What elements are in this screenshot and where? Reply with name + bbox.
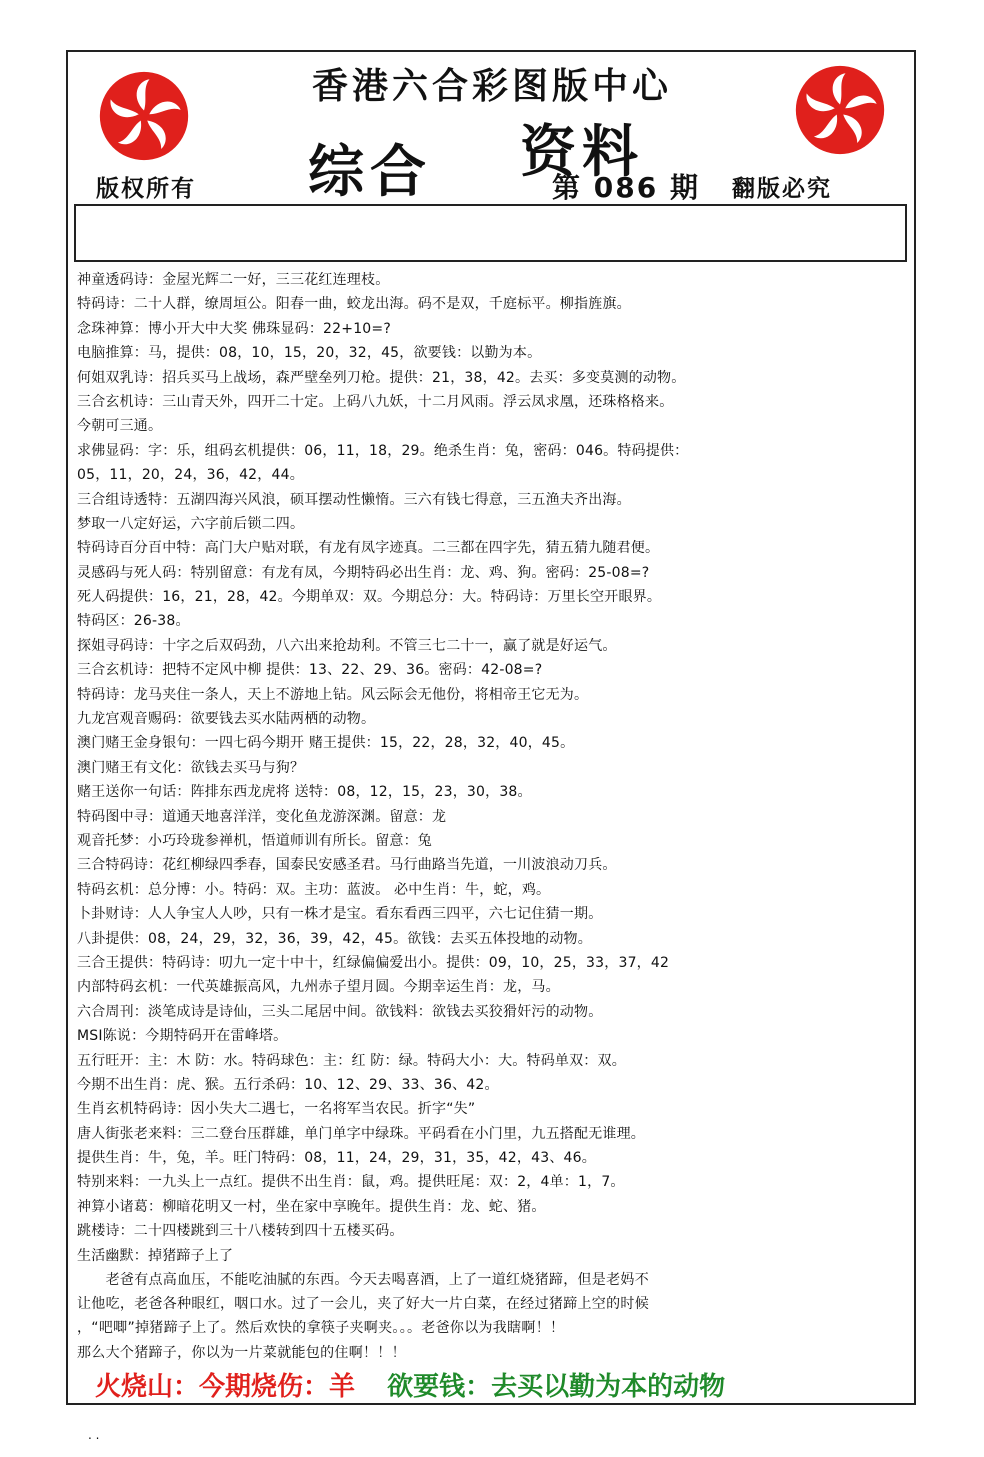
bottom-dots: . . bbox=[88, 1428, 100, 1442]
content-line: 三合王提供：特码诗：叨九一定十中十，红绿偏偏爱出小。提供：09，10，25，33，37，42 bbox=[77, 954, 670, 971]
content-line: 澳门赌王金身银句：一四七码今期开 赌王提供：15，22，28，32，40，45。 bbox=[77, 735, 575, 752]
content-line: MSI陈说：今期特码开在雷峰塔。 bbox=[77, 1028, 288, 1045]
big-title-zonghe: 综合 bbox=[308, 140, 432, 205]
paragraph-line: 老爸有点高血压，不能吃油腻的东西。今天去喝喜酒，上了一道红烧猪蹄，但是老妈不 bbox=[77, 1272, 649, 1288]
content-line: 三合玄机诗：把特不定风中柳 提供：13、22、29、36。密码：42-08=? bbox=[77, 662, 543, 679]
big-title-ziliao: 资料 bbox=[520, 120, 644, 185]
humor-paragraph bbox=[77, 1268, 897, 1365]
content-line: 何姐双乳诗：招兵买马上战场，森严壁垒列刀枪。提供：21，38，42。去买：多变莫测的动物。 bbox=[77, 369, 686, 386]
footer-part-red: 火烧山：今期烧伤：羊 bbox=[95, 1372, 356, 1402]
content-line: 澳门赌王有文化：欲钱去买马与狗？ bbox=[77, 759, 305, 776]
content-line: 特码玄机：总分博：小。特码：双。主功：蓝波。 必中生肖：牛，蛇，鸡。 bbox=[77, 881, 551, 898]
content-line: 九龙宫观音赐码：欲要钱去买水陆两栖的动物。 bbox=[77, 711, 376, 728]
content-line: 探姐寻码诗：十字之后双码劲，八六出来抢劫利。不管三七二十一，赢了就是好运气。 bbox=[77, 637, 617, 654]
content-line: 特别来料：一九头上一点红。提供不出生肖：鼠，鸡。提供旺尾：双：2，4单：1，7。 bbox=[77, 1174, 625, 1191]
content-line: 内部特码玄机：一代英雄振高风，九州赤子望月圆。今期幸运生肖：龙，马。 bbox=[77, 979, 560, 996]
footer-part-green: 欲要钱：去买以勤为本的动物 bbox=[387, 1372, 726, 1402]
no-piracy-label: 翻版必究 bbox=[732, 176, 832, 202]
content-line: 特码图中寻：道通天地喜洋洋，变化鱼龙游深渊。留意：龙 bbox=[77, 808, 447, 825]
content-line: 特码诗：龙马夹住一条人，天上不游地上钻。风云际会无他份，将相帝王它无为。 bbox=[77, 686, 589, 703]
paragraph-line: 那么大个猪蹄子，你以为一片菜就能包的住啊！！！ bbox=[77, 1344, 406, 1361]
content-line: 跳楼诗：二十四楼跳到三十八楼转到四十五楼买码。 bbox=[77, 1223, 404, 1240]
content-line: 观音托梦：小巧玲珑参禅机，悟道师训有所长。留意：兔 bbox=[77, 832, 432, 849]
bauhinia-logo-left-icon bbox=[98, 70, 190, 162]
content-line: 今期不出生肖：虎、猴。五行杀码：10、12、29、33、36、42。 bbox=[77, 1076, 499, 1093]
page-title: 香港六合彩图版中心 bbox=[311, 66, 672, 107]
content-line: 三合玄机诗：三山青天外，四开二十定。上码八九妖，十二月风雨。浮云凤求凰，还珠格格来。 bbox=[77, 393, 674, 410]
paragraph-line: ，“吧唧”掉猪蹄子上了。然后欢快的拿筷子夹啊夹。。。老爸你以为我瞎啊！！ bbox=[77, 1320, 565, 1337]
content-line: 神童透码诗：金屋光辉二一好，三三花红连理枝。 bbox=[77, 272, 390, 288]
content-line: 唐人街张老来料：三二登台压群雄，单门单字中绿珠。平码看在小门里，九五搭配无谁理。 bbox=[77, 1125, 645, 1142]
content-line: 今朝可三通。 bbox=[77, 418, 163, 435]
content-line: 六合周刊：淡笔成诗是诗仙，三头二尾居中间。欲钱料：欲钱去买狡猾奸污的动物。 bbox=[77, 1003, 603, 1020]
content-lines bbox=[77, 268, 907, 1268]
content-line: 生活幽默：掉猪蹄子上了 bbox=[77, 1247, 234, 1264]
content-line: 灵感码与死人码：特别留意：有龙有凤，今期特码必出生肖：龙、鸡、狗。密码：25-08=? bbox=[77, 564, 650, 581]
content-line: 05，11，20，24，36，42，44。 bbox=[77, 467, 304, 484]
footer-banner bbox=[95, 1366, 725, 1403]
content-line: 卜卦财诗：人人争宝人人吵，只有一株才是宝。看东看西三四平，六七记住猜一期。 bbox=[77, 906, 603, 923]
content-line: 念珠神算：博小开大中大奖 佛珠显码：22+10=? bbox=[77, 320, 391, 337]
bauhinia-logo-right-icon bbox=[794, 64, 886, 156]
copyright-label: 版权所有 bbox=[96, 176, 196, 202]
content-line: 特码诗百分百中特：高门大户贴对联，有龙有凤字迹真。二三都在四字先，猜五猜九随君便。 bbox=[77, 540, 660, 557]
content-line: 梦取一八定好运，六字前后锁二四。 bbox=[77, 515, 305, 532]
content-line: 神算小诸葛：柳暗花明又一村，坐在家中享晚年。提供生肖：龙、蛇、猪。 bbox=[77, 1198, 546, 1215]
blank-banner-box bbox=[74, 204, 907, 262]
content-line: 赌王送你一句话：阵排东西龙虎将 送特：08，12，15，23，30，38。 bbox=[77, 784, 532, 801]
content-line: 八卦提供：08，24，29，32，36，39，42，45。欲钱：去买五体投地的动物。 bbox=[77, 930, 592, 947]
content-line: 五行旺开：主：木 防：水。特码球色：主：红 防：绿。特码大小：大。特码单双：双。 bbox=[77, 1052, 626, 1069]
content-line: 生肖玄机特码诗：因小失大二遇七，一名将军当农民。折字“失” bbox=[77, 1101, 476, 1118]
content-line: 特码诗：二十人群，缭周垣公。阳春一曲，蛟龙出海。码不是双，千庭标平。柳指旌旗。 bbox=[77, 296, 631, 313]
content-line: 电脑推算：马，提供：08，10，15，20，32，45，欲要钱：以勤为本。 bbox=[77, 345, 542, 362]
content-line: 求佛显码：字：乐，组码玄机提供：06，11，18，29。绝杀生肖：兔，密码：046。特码提供： bbox=[77, 442, 689, 459]
content-line: 死人码提供：16，21，28，42。今期单双：双。今期总分：大。特码诗：万里长空开眼界。 bbox=[77, 589, 662, 606]
issue-number: 第 086 期 bbox=[552, 171, 700, 204]
content-line: 特码区：26-38。 bbox=[77, 613, 190, 630]
paragraph-line: 让他吃，老爸各种眼红，咽口水。过了一会儿，夹了好大一片白菜，在经过猪蹄上空的时候 bbox=[77, 1296, 649, 1313]
content-line: 三合组诗透特：五湖四海兴风浪，硕耳摆动性懒惰。三六有钱七得意，三五渔夫齐出海。 bbox=[77, 491, 631, 508]
content-line: 三合特码诗：花红柳绿四季春，国泰民安感圣君。马行曲路当先道，一川波浪动刀兵。 bbox=[77, 857, 617, 874]
content-line: 提供生肖：牛，兔，羊。旺门特码：08，11，24，29，31，35，42，43、46。 bbox=[77, 1150, 596, 1167]
